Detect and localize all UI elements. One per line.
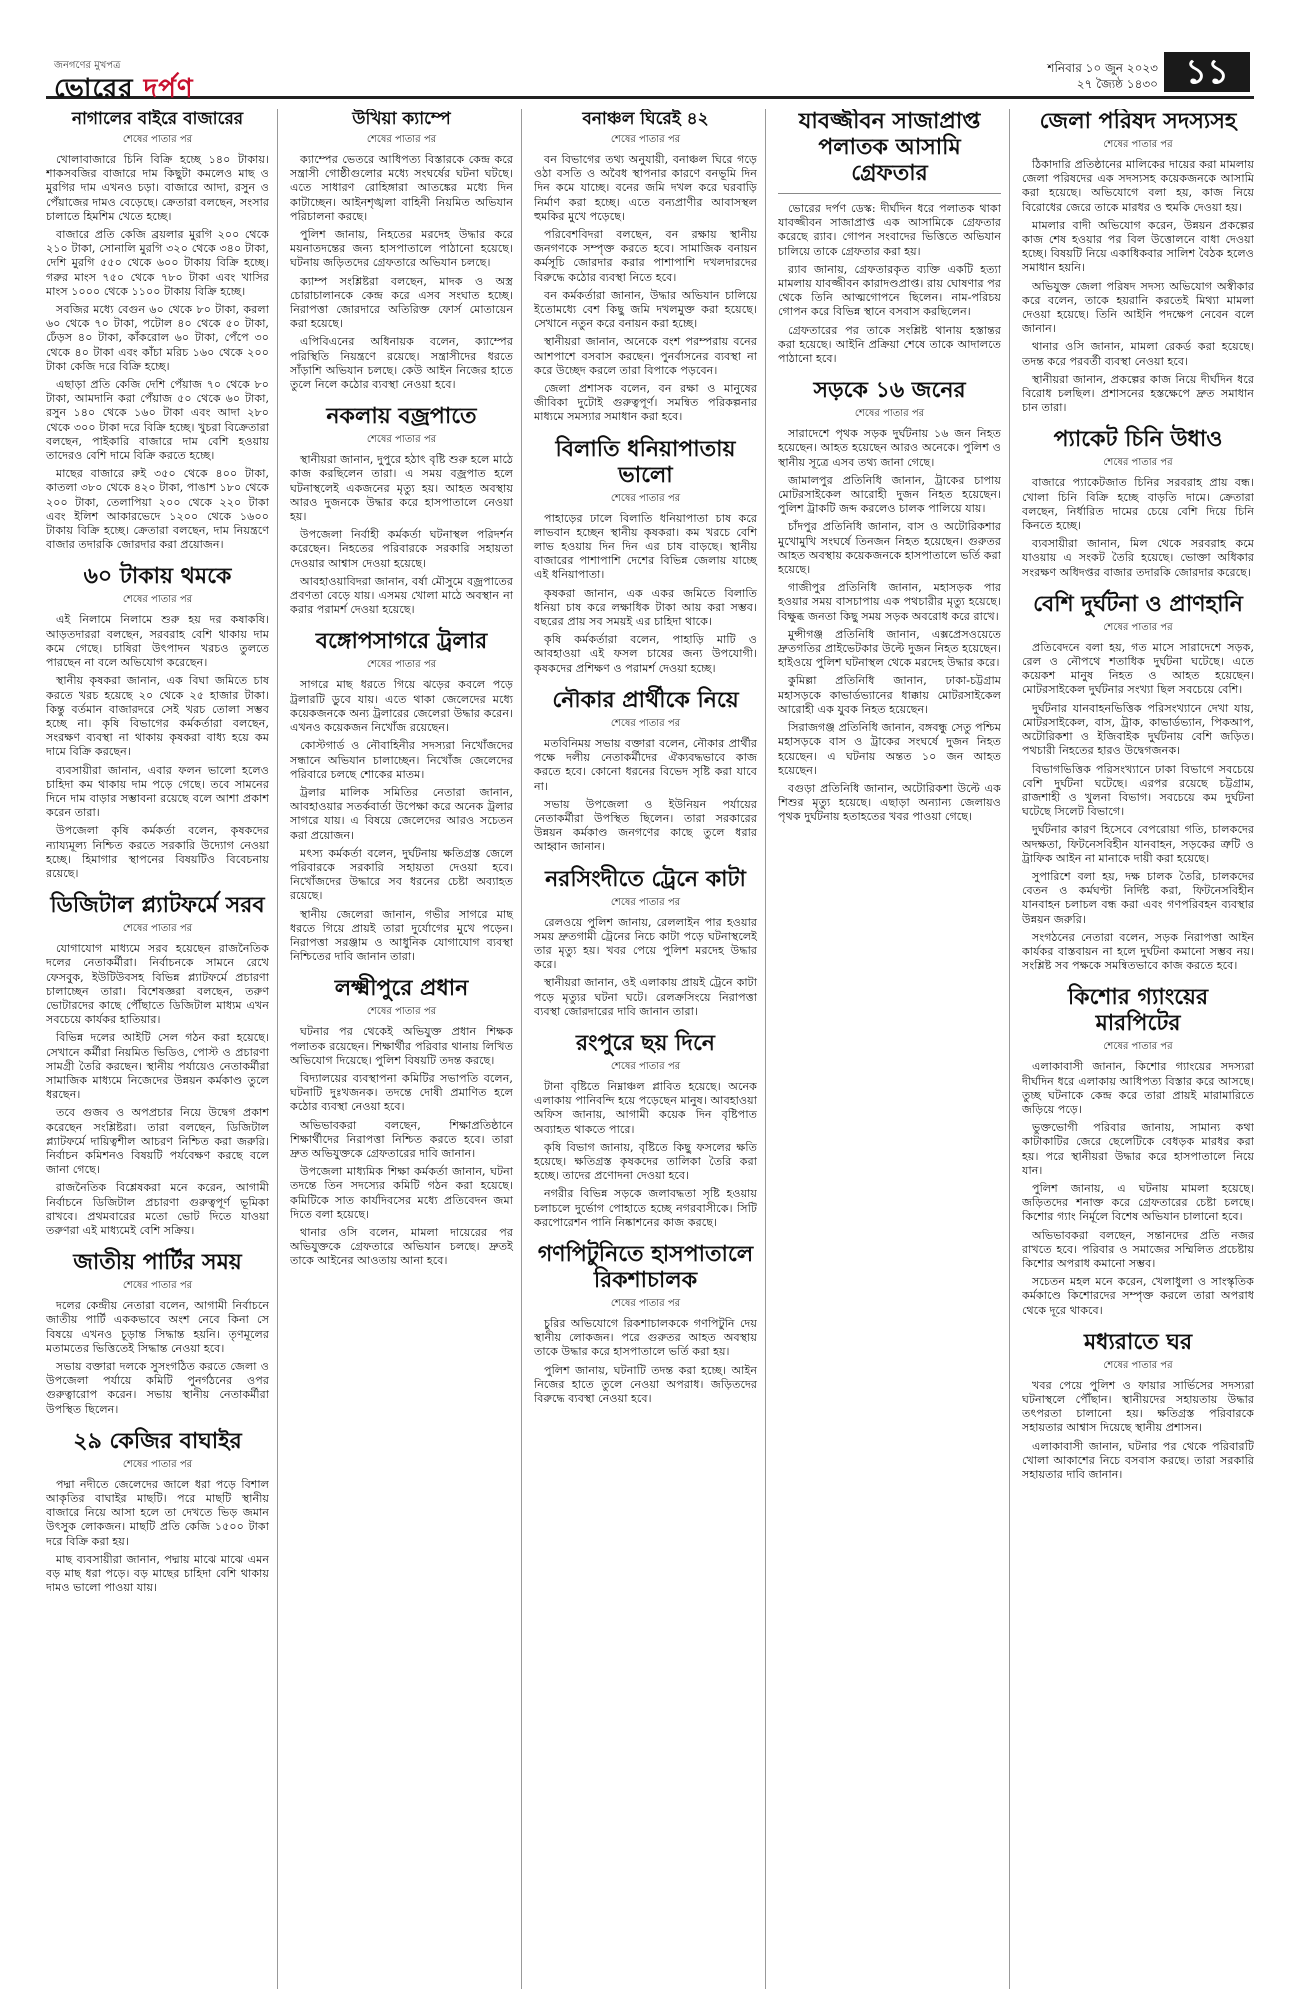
article-paragraph: বিদ্যালয়ের ব্যবস্থাপনা কমিটির সভাপতি বলেন, ঘটনাটি দুঃখজনক। তদন্তে দোষী প্রমাণিত হলে কঠোর ব্যবস্থা নেওয়া হবে।	[290, 1071, 513, 1114]
article-body	[534, 512, 757, 676]
divider	[778, 193, 1001, 194]
article-headline: বনাঞ্চল ঘিরেই ৪২	[582, 109, 709, 129]
article-headline: মধ্যরাতে ঘর	[1083, 1329, 1193, 1355]
continuation-kicker: শেষের পাতার পর	[1103, 139, 1173, 150]
article-paragraph: চাঁদপুর প্রতিনিধি জানান, বাস ও অটোরিকশার মুখোমুখি সংঘর্ষে তিনজন নিহত হয়েছেন। গুরুতর আহত অবস্থায় কয়েকজনকে হাসপাতালে ভর্তি করা হয়েছে।	[778, 520, 1001, 577]
continuation-kicker: শেষের পাতার পর	[1103, 621, 1173, 633]
article-body	[1022, 641, 1254, 973]
article-headline: নাগালের বাইরে বাজারের	[71, 109, 244, 129]
article-paragraph: রাজনৈতিক বিশ্লেষকরা মনে করেন, আগামী নির্বাচনে ডিজিটাল প্রচারণা গুরুত্বপূর্ণ ভূমিকা রাখবে। প্রথমবারের মতো ভোট দিতে যাওয়া তরুণরা এই মাধ্যমেই বেশি সক্রিয়।	[46, 1181, 269, 1237]
article-paragraph: ব্যবসায়ীরা জানান, এবার ফলন ভালো হলেও চাহিদা কম থাকায় দাম পড়ে গেছে। তবে সামনের দিনে দাম বাড়ার সম্ভাবনা রয়েছে বলে আশা প্রকাশ করেন তারা।	[46, 763, 269, 820]
article-paragraph: মতবিনিময় সভায় বক্তারা বলেন, নৌকার প্রার্থীর পক্ষে দলীয় নেতাকর্মীদের ঐক্যবদ্ধভাবে কাজ করতে হবে। কোনো ধরনের বিভেদ সৃষ্টি করা যাবে না।	[534, 736, 757, 793]
article-body	[46, 613, 269, 881]
article-paragraph: এই নিলামে নিলামে শুরু হয় দর কষাকষি। আড়তদাররা বলছেন, সরবরাহ বেশি থাকায় দাম কমে গেছে। চাষিরা উৎপাদন খরচও তুলতে পারছেন না বলে অভিযোগ করেছেন।	[46, 613, 269, 670]
issue-date	[1047, 60, 1158, 92]
article-paragraph: কৃষি কর্মকর্তারা বলেন, পাহাড়ি মাটি ও আবহাওয়া এই ফসল চাষের জন্য উপযোগী। কৃষকদের প্রশিক্ষণ ও পরামর্শ দেওয়া হচ্ছে।	[534, 633, 757, 675]
continuation-kicker: শেষের পাতার পর	[366, 134, 437, 145]
article	[534, 1031, 757, 1230]
article-paragraph: উপজেলা মাধ্যমিক শিক্ষা কর্মকর্তা জানান, ঘটনা তদন্তে তিন সদস্যের কমিটি গঠন করা হয়েছে। কমিটিকে সাত কার্যদিবসের মধ্যে প্রতিবেদন জমা দিতে বলা হয়েছে।	[290, 1165, 513, 1221]
article-paragraph: রেলওয়ে পুলিশ জানায়, রেললাইন পার হওয়ার সময় দ্রুতগামী ট্রেনের নিচে কাটা পড়ে ঘটনাস্থলেই তার মৃত্যু হয়। খবর পেয়ে পুলিশ মরদেহ উদ্ধার করে।	[534, 915, 757, 972]
article-paragraph: বিভাগভিত্তিক পরিসংখ্যানে ঢাকা বিভাগে সবচেয়ে বেশি দুর্ঘটনা ঘটেছে। এরপর রয়েছে চট্টগ্রাম, রাজশাহী ও খুলনা বিভাগ। সবচেয়ে কম দুর্ঘটনা ঘটেছে সিলেট বিভাগে।	[1022, 762, 1254, 819]
column-2	[290, 109, 522, 1989]
article	[534, 109, 757, 425]
article-paragraph: র‌্যাব জানায়, গ্রেফতারকৃত ব্যক্তি একটি হত্যা মামলায় যাবজ্জীবন কারাদণ্ডপ্রাপ্ত। রায় ঘোষণার পর থেকে তিনি আত্মগোপনে ছিলেন। নাম-পরিচয় গোপন করে বিভিন্ন স্থানে বসবাস করছিলেন।	[778, 262, 1001, 319]
article	[46, 109, 269, 552]
article-body	[46, 1299, 269, 1417]
continuation-kicker: শেষের পাতার পর	[610, 492, 681, 504]
article-body	[46, 942, 269, 1238]
article-headline: বঙ্গোপসাগরে ট্রলার	[315, 629, 488, 655]
article-paragraph: পাহাড়ের ঢালে বিলাতি ধনিয়াপাতা চাষ করে লাভবান হচ্ছেন স্থানীয় কৃষকরা। কম খরচে বেশি লাভ হওয়ায় দিন দিন এর চাষ বাড়ছে। স্থানীয় বাজারের পাশাপাশি দেশের বিভিন্ন জেলায় যাচ্ছে এই ধনিয়াপাতা।	[534, 511, 757, 582]
continuation-kicker: শেষের পাতার পর	[366, 434, 437, 446]
article-paragraph: খবর পেয়ে পুলিশ ও ফায়ার সার্ভিসের সদস্যরা ঘটনাস্থলে পৌঁছান। স্থানীয়দের সহায়তায় উদ্ধার তৎপরতা চালানো হয়। ক্ষতিগ্রস্ত পরিবারকে সহায়তার আশ্বাস দিয়েছে স্থানীয় প্রশাসন।	[1022, 1378, 1254, 1435]
article	[1022, 427, 1254, 579]
article-paragraph: ক্যাম্প সংশ্লিষ্টরা বলছেন, মাদক ও অস্ত্র চোরাচালানকে কেন্দ্র করে এসব সংঘাত হচ্ছে। নিরাপত্তা জোরদারে অতিরিক্ত ফোর্স মোতায়েন করা হয়েছে।	[290, 274, 513, 331]
article-paragraph: ভোরের দর্পণ ডেস্ক: দীর্ঘদিন ধরে পলাতক থাকা যাবজ্জীবন সাজাপ্রাপ্ত এক আসামিকে গ্রেফতার করেছে র‌্যাব। গোপন সংবাদের ভিত্তিতে অভিযান চালিয়ে তাকে গ্রেফতার করা হয়।	[778, 202, 1001, 258]
article-headline: লক্ষ্মীপুরে প্রধান	[334, 976, 469, 1002]
article-headline: বেশি দুর্ঘটনা ও প্রাণহানি	[1033, 591, 1243, 617]
article-paragraph: স্থানীয়রা জানান, ওই এলাকায় প্রায়ই ট্রেনে কাটা পড়ে মৃত্যুর ঘটনা ঘটে। রেলক্রসিংয়ে নিরাপত্তা ব্যবস্থা জোরদারের দাবি জানান তারা।	[534, 976, 757, 1018]
masthead-tagline: জনগণের মুখপত্র	[54, 60, 121, 71]
continuation-kicker: শেষের পাতার পর	[366, 659, 437, 671]
column-3	[534, 109, 766, 1989]
article-paragraph: ভুক্তভোগী পরিবার জানায়, সামান্য কথা কাটাকাটির জেরে ছেলেটিকে বেধড়ক মারধর করা হয়। পরে স্থানীয়রা উদ্ধার করে হাসপাতালে নিয়ে যান।	[1022, 1121, 1254, 1177]
article	[778, 378, 1001, 824]
article-paragraph: ঠিকাদারি প্রতিষ্ঠানের মালিকের দায়ের করা মামলায় জেলা পরিষদের এক সদস্যসহ কয়েকজনকে আসামি করা হয়েছে। অভিযোগে বলা হয়, কাজ নিয়ে বিরোধের জেরে তাকে মারধর ও হুমকি দেওয়া হয়।	[1022, 158, 1254, 214]
article-paragraph: তবে গুজব ও অপপ্রচার নিয়ে উদ্বেগ প্রকাশ করেছেন সংশ্লিষ্টরা। তারা বলছেন, ডিজিটাল প্ল্যাটফর্মে দায়িত্বশীল আচরণ নিশ্চিত করা জরুরি। নির্বাচন কমিশনও বিষয়টি পর্যবেক্ষণ করছে বলে জানা গেছে।	[46, 1106, 269, 1177]
article	[290, 976, 513, 1268]
article-body	[778, 427, 1001, 824]
article-paragraph: এলাকাবাসী জানান, ঘটনার পর থেকে পরিবারটি খোলা আকাশের নিচে বসবাস করছে। তারা সরকারি সহায়তার দাবি জানান।	[1022, 1439, 1254, 1482]
column-5	[1022, 109, 1254, 1989]
newspaper-logo	[54, 68, 194, 112]
article-paragraph: অভিভাবকরা বলছেন, শিক্ষাপ্রতিষ্ঠানে শিক্ষার্থীদের নিরাপত্তা নিশ্চিত করতে হবে। তারা দ্রুত অভিযুক্তকে গ্রেফতারের দাবি জানান।	[290, 1118, 513, 1160]
article-paragraph: কোস্টগার্ড ও নৌবাহিনীর সদস্যরা নিখোঁজদের সন্ধানে অভিযান চালাচ্ছেন। নিখোঁজ জেলেদের পরিবারে চলছে শোকের মাতম।	[290, 739, 513, 781]
article-paragraph: পুলিশ জানায়, এ ঘটনায় মামলা হয়েছে। জড়িতদের শনাক্ত করে গ্রেফতারের চেষ্টা চলছে। কিশোর গ্যাং নির্মূলে বিশেষ অভিযান চালানো হবে।	[1022, 1181, 1254, 1224]
article-body	[290, 1025, 513, 1268]
article	[46, 1429, 269, 1596]
article-paragraph: অভিভাবকরা বলছেন, সন্তানদের প্রতি নজর রাখতে হবে। পরিবার ও সমাজের সম্মিলিত প্রচেষ্টায় কিশোর অপরাধ কমানো সম্ভব।	[1022, 1228, 1254, 1270]
article-body	[1022, 1060, 1254, 1317]
article-body	[534, 1317, 757, 1406]
article-headline: ৬০ টাকায় থমকে	[83, 564, 232, 590]
continuation-kicker: শেষের পাতার পর	[122, 1280, 193, 1292]
continuation-kicker: শেষের পাতার পর	[854, 408, 925, 420]
continuation-kicker: শেষের পাতার পর	[122, 134, 193, 145]
article-paragraph: বাজারে প্রতি কেজি ব্রয়লার মুরগি ২০০ থেকে ২১০ টাকা, সোনালি মুরগি ৩২০ থেকে ৩৪০ টাকা, দেশি মুরগি ৫৫০ থেকে ৬০০ টাকায় বিক্রি হচ্ছে। গরুর মাংস ৭৫০ থেকে ৭৮০ টাকা এবং খাসির মাংস ১০০০ থেকে ১১০০ টাকায় বিক্রি হচ্ছে।	[46, 228, 269, 298]
article-paragraph: কুমিল্লা প্রতিনিধি জানান, ঢাকা-চট্টগ্রাম মহাসড়কে কাভার্ডভ্যানের ধাক্কায় মোটরসাইকেল আরোহী এক যুবক নিহত হয়েছেন।	[778, 674, 1001, 716]
article-paragraph: স্থানীয় কৃষকরা জানান, এক বিঘা জমিতে চাষ করতে খরচ হয়েছে ২০ থেকে ২৫ হাজার টাকা। কিন্তু বর্তমান বাজারদরে সেই খরচ তোলা সম্ভব হচ্ছে না। কৃষি বিভাগের কর্মকর্তারা বলছেন, সংরক্ষণ ব্যবস্থা না থাকায় কৃষকরা বাধ্য হয়ে কম দামে বিক্রি করছেন।	[46, 674, 269, 759]
article	[290, 109, 513, 392]
article-headline: বিলাতি ধনিয়াপাতায় ভালো	[555, 436, 736, 488]
article-headline: প্যাকেট চিনি উধাও	[1053, 427, 1223, 453]
article-paragraph: সভায় বক্তারা দলকে সুসংগঠিত করতে জেলা ও উপজেলা পর্যায়ে কমিটি পুনর্গঠনের ওপর গুরুত্বারোপ করেন। সভায় স্থানীয় নেতাকর্মীরা উপস্থিত ছিলেন।	[46, 1360, 269, 1416]
article-paragraph: স্থানীয়রা জানান, প্রকল্পের কাজ নিয়ে দীর্ঘদিন ধরে বিরোধ চলছিল। প্রশাসনের হস্তক্ষেপে দ্রুত সমাধান চান তারা।	[1022, 372, 1254, 415]
article-headline: ডিজিটাল প্ল্যাটফর্মে সরব	[50, 893, 265, 919]
article-headline: নকলায় বজ্রপাতে	[326, 404, 477, 430]
article-paragraph: ঘটনার পর থেকেই অভিযুক্ত প্রধান শিক্ষক পলাতক রয়েছেন। শিক্ষার্থীর পরিবার থানায় লিখিত অভিযোগ দিয়েছে। পুলিশ বিষয়টি তদন্ত করছে।	[290, 1025, 513, 1067]
article-headline: জেলা পরিষদ সদস্যসহ	[1039, 109, 1237, 134]
article	[46, 564, 269, 881]
article	[290, 404, 513, 617]
continuation-kicker: শেষের পাতার পর	[122, 1458, 193, 1470]
article	[1022, 985, 1254, 1317]
article	[534, 867, 757, 1019]
article-paragraph: সভায় উপজেলা ও ইউনিয়ন পর্যায়ের নেতাকর্মীরা উপস্থিত ছিলেন। তারা সরকারের উন্নয়ন কর্মকাণ্ড জনগণের কাছে তুলে ধরার আহ্বান জানান।	[534, 797, 757, 854]
article-paragraph: ব্যবসায়ীরা জানান, মিল থেকে সরবরাহ কমে যাওয়ায় এ সংকট তৈরি হয়েছে। ভোক্তা অধিকার সংরক্ষণ অধিদপ্তর বাজার তদারকি জোরদার করেছে।	[1022, 537, 1254, 579]
article-paragraph: বন কর্মকর্তারা জানান, উদ্ধার অভিযান চালিয়ে ইতোমধ্যে বেশ কিছু জমি দখলমুক্ত করা হয়েছে। সেখানে নতুন করে বনায়ন করা হচ্ছে।	[534, 288, 757, 331]
article-headline: ২৯ কেজির বাঘাইর	[73, 1428, 242, 1454]
article-columns	[46, 99, 1254, 1989]
article-headline: উখিয়া ক্যাম্পে	[352, 109, 451, 129]
continuation-kicker: শেষের পাতার পর	[610, 134, 681, 145]
article-headline: রংপুরে ছয় দিনে	[576, 1030, 715, 1056]
logo-right: দর্পণ	[143, 74, 194, 104]
article-paragraph: পুলিশ জানায়, নিহতের মরদেহ উদ্ধার করে ময়নাতদন্তের জন্য হাসপাতালে পাঠানো হয়েছে। ঘটনায় জড়িতদের গ্রেফতারে অভিযান চলছে।	[290, 228, 513, 270]
article-body	[534, 153, 757, 425]
article-paragraph: সবজির মধ্যে বেগুন ৬০ থেকে ৮০ টাকা, করলা ৬০ থেকে ৭০ টাকা, পটোল ৪০ থেকে ৫০ টাকা, ঢেঁড়স ৪০ টাকা, কাঁকরোল ৬০ টাকা, পেঁপে ৩০ থেকে ৪০ টাকা এবং কাঁচা মরিচ ১৬০ থেকে ২০০ টাকা কেজি দরে বিক্রি হচ্ছে।	[46, 303, 269, 373]
article-paragraph: বগুড়া প্রতিনিধি জানান, অটোরিকশা উল্টে এক শিশুর মৃত্যু হয়েছে। এছাড়া অন্যান্য জেলায়ও পৃথক দুর্ঘটনায় হতাহতের খবর পাওয়া গেছে।	[778, 781, 1001, 824]
continuation-kicker: শেষের পাতার পর	[610, 1297, 681, 1309]
article-headline: জাতীয় পার্টির সময়	[73, 1250, 242, 1276]
continuation-kicker: শেষের পাতার পর	[610, 717, 681, 729]
continuation-kicker: শেষের পাতার পর	[610, 896, 681, 908]
article-headline: নরসিংদীতে ট্রেনে কাটা	[545, 866, 746, 892]
article-body	[534, 916, 757, 1019]
article-paragraph: ক্যাম্পের ভেতরে আধিপত্য বিস্তারকে কেন্দ্র করে সন্ত্রাসী গোষ্ঠীগুলোর মধ্যে সংঘর্ষের ঘটনা ঘটছে। এতে সাধারণ রোহিঙ্গারা আতঙ্কের মধ্যে দিন কাটাচ্ছেন। আইনশৃঙ্খলা বাহিনী নিয়মিত অভিযান পরিচালনা করছে।	[290, 153, 513, 223]
article	[46, 893, 269, 1238]
article-paragraph: স্থানীয় জেলেরা জানান, গভীর সাগরে মাছ ধরতে গিয়ে প্রায়ই তারা দুর্যোগের মুখে পড়েন। নিরাপত্তা সরঞ্জাম ও আধুনিক যোগাযোগ ব্যবস্থা নিশ্চিতের দাবি জানান তারা।	[290, 907, 513, 964]
article-headline: সড়কে ১৬ জনের	[813, 378, 966, 404]
article-paragraph: জামালপুর প্রতিনিধি জানান, ট্রাকের চাপায় মোটরসাইকেল আরোহী দুজন নিহত হয়েছেন। পুলিশ ট্রাকটি জব্দ করলেও চালক পালিয়ে যায়।	[778, 473, 1001, 516]
continuation-kicker: শেষের পাতার পর	[1103, 1041, 1173, 1053]
article-headline: যাবজ্জীবন সাজাপ্রাপ্ত পলাতক আসামি গ্রেফতার	[798, 109, 981, 186]
article-paragraph: মামলার বাদী অভিযোগ করেন, উন্নয়ন প্রকল্পের কাজ শেষ হওয়ার পর বিল উত্তোলনে বাধা দেওয়া হচ্ছে। বিষয়টি নিয়ে একাধিকবার সালিশ বৈঠক হলেও সমাধান হয়নি।	[1022, 218, 1254, 275]
article-paragraph: উপজেলা কৃষি কর্মকর্তা বলেন, কৃষকদের ন্যায্যমূল্য নিশ্চিত করতে সরকারি উদ্যোগ নেওয়া হচ্ছে। হিমাগার স্থাপনের বিষয়টিও বিবেচনায় রয়েছে।	[46, 824, 269, 880]
article-paragraph: খোলাবাজারে চিনি বিক্রি হচ্ছে ১৪০ টাকায়। শাকসবজির বাজারে দাম কিছুটা কমলেও মাছ ও মুরগির দাম এখনও চড়া। বাজারে আদা, রসুন ও পেঁয়াজের দামও বেড়েছে। ক্রেতারা বলছেন, সংসার চালাতে হিমশিম খেতে হচ্ছে।	[46, 153, 269, 223]
article-paragraph: স্থানীয়রা জানান, দুপুরে হঠাৎ বৃষ্টি শুরু হলে মাঠে কাজ করছিলেন তারা। এ সময় বজ্রপাত হলে ঘটনাস্থলেই একজনের মৃত্যু হয়। আহত অবস্থায় আরও দুজনকে উদ্ধার করে হাসপাতালে নেওয়া হয়।	[290, 453, 514, 524]
article-paragraph: নগরীর বিভিন্ন সড়কে জলাবদ্ধতা সৃষ্টি হওয়ায় চলাচলে দুর্ভোগ পোহাতে হচ্ছে নগরবাসীকে। সিটি করপোরেশন পানি নিষ্কাশনের কাজ করছে।	[534, 1187, 757, 1229]
article-paragraph: থানার ওসি বলেন, মামলা দায়েরের পর অভিযুক্তকে গ্রেফতারে অভিযান চলছে। দ্রুতই তাকে আইনের আওতায় আনা হবে।	[290, 1225, 513, 1268]
article-paragraph: সাগরে মাছ ধরতে গিয়ে ঝড়ের কবলে পড়ে ট্রলারটি ডুবে যায়। এতে থাকা জেলেদের মধ্যে কয়েকজনকে অন্য ট্রলারের জেলেরা উদ্ধার করেন। এখনও কয়েকজন নিখোঁজ রয়েছেন।	[290, 678, 513, 735]
article	[1022, 109, 1254, 415]
article	[534, 437, 757, 676]
article-paragraph: পুলিশ জানায়, ঘটনাটি তদন্ত করা হচ্ছে। আইন নিজের হাতে তুলে নেওয়া অপরাধ। জড়িতদের বিরুদ্ধে ব্যবস্থা নেওয়া হবে।	[534, 1363, 757, 1405]
issue-date-en: শনিবার ১০ জুন ২০২৩	[1047, 61, 1158, 75]
article-body	[46, 153, 269, 552]
article-paragraph: বন বিভাগের তথ্য অনুযায়ী, বনাঞ্চল ঘিরে গড়ে ওঠা বসতি ও অবৈধ স্থাপনার কারণে বনভূমি দিন দিন কমে যাচ্ছে। বনের জমি দখল করে ঘরবাড়ি নির্মাণ করা হচ্ছে। এতে বন্যপ্রাণীর আবাসস্থল হুমকির মুখে পড়েছে।	[534, 153, 757, 223]
continuation-kicker: শেষের পাতার পর	[1103, 457, 1173, 469]
page-number-badge: ১১	[1164, 52, 1250, 92]
article-paragraph: এলাকাবাসী জানান, কিশোর গ্যাংয়ের সদস্যরা দীর্ঘদিন ধরে এলাকায় আধিপত্য বিস্তার করে আসছে। তুচ্ছ ঘটনাকে কেন্দ্র করে তারা প্রায়ই মারামারিতে জড়িয়ে পড়ে।	[1022, 1060, 1254, 1116]
article	[46, 1250, 269, 1417]
article-paragraph: মাছের বাজারে রুই ৩৫০ থেকে ৪০০ টাকা, কাতলা ৩৮০ থেকে ৪২০ টাকা, পাঙাশ ১৮০ থেকে ২০০ টাকা, তেলাপিয়া ২০০ থেকে ২২০ টাকা এবং ইলিশ আকারভেদে ১২০০ থেকে ১৬০০ টাকায় বিক্রি হচ্ছে। ক্রেতারা বলছেন, দাম নিয়ন্ত্রণে বাজার তদারকি জোরদার করা প্রয়োজন।	[46, 467, 269, 552]
continuation-kicker: শেষের পাতার পর	[366, 1006, 437, 1018]
article-paragraph: গাজীপুর প্রতিনিধি জানান, মহাসড়ক পার হওয়ার সময় বাসচাপায় এক পথচারীর মৃত্যু হয়েছে। বিক্ষুব্ধ জনতা কিছু সময় সড়ক অবরোধ করে রাখে।	[778, 581, 1001, 623]
article-body	[290, 153, 513, 392]
article-paragraph: আবহাওয়াবিদরা জানান, বর্ষা মৌসুমে বজ্রপাতের প্রবণতা বেড়ে যায়। এসময় খোলা মাঠে অবস্থান না করার পরামর্শ দেওয়া হয়েছে।	[290, 574, 513, 617]
article-paragraph: গ্রেফতারের পর তাকে সংশ্লিষ্ট থানায় হস্তান্তর করা হয়েছে। আইনি প্রক্রিয়া শেষে তাকে আদালতে পাঠানো হবে।	[778, 323, 1001, 366]
logo-left: ভোরের	[54, 74, 144, 104]
article-paragraph: প্রতিবেদনে বলা হয়, গত মাসে সারাদেশে সড়ক, রেল ও নৌপথে শতাধিক দুর্ঘটনা ঘটেছে। এতে কয়েকশ মানুষ নিহত ও আহত হয়েছেন। মোটরসাইকেল দুর্ঘটনার সংখ্যা ছিল সবচেয়ে বেশি।	[1022, 640, 1254, 697]
article-paragraph: বিভিন্ন দলের আইটি সেল গঠন করা হয়েছে। সেখানে কর্মীরা নিয়মিত ভিডিও, পোস্ট ও প্রচারণা সামগ্রী তৈরি করছেন। স্থানীয় পর্যায়েও নেতাকর্মীরা সামাজিক মাধ্যমে নিজেদের উন্নয়ন কর্মকাণ্ড তুলে ধরছেন।	[46, 1031, 269, 1102]
article-body	[1022, 158, 1254, 415]
article-paragraph: সুপারিশে বলা হয়, দক্ষ চালক তৈরি, চালকদের বেতন ও কর্মঘণ্টা নির্দিষ্ট করা, ফিটনেসবিহীন যানবাহন চলাচল বন্ধ করা এবং গণপরিবহন ব্যবস্থার উন্নয়ন জরুরি।	[1022, 869, 1254, 926]
article-paragraph: এপিবিএনের অধিনায়ক বলেন, ক্যাম্পের পরিস্থিতি নিয়ন্ত্রণে রয়েছে। সন্ত্রাসীদের ধরতে সাঁড়াশি অভিযান চলছে। কেউ আইন নিজের হাতে তুলে নিলে কঠোর ব্যবস্থা নেওয়া হবে।	[290, 335, 513, 392]
article-paragraph: মুন্সীগঞ্জ প্রতিনিধি জানান, এক্সপ্রেসওয়েতে দ্রুতগতির প্রাইভেটকার উল্টে দুজন নিহত হয়েছেন। হাইওয়ে পুলিশ ঘটনাস্থল থেকে মরদেহ উদ্ধার করে।	[778, 627, 1001, 670]
article-paragraph: ট্রলার মালিক সমিতির নেতারা জানান, আবহাওয়ার সতর্কবার্তা উপেক্ষা করে অনেক ট্রলার সাগরে যায়। এ বিষয়ে জেলেদের আরও সচেতন করা প্রয়োজন।	[290, 785, 513, 842]
article-headline: কিশোর গ্যাংয়ের মারপিটের	[1067, 985, 1209, 1037]
article-body	[1022, 476, 1254, 579]
article-paragraph: মৎস্য কর্মকর্তা বলেন, দুর্ঘটনায় ক্ষতিগ্রস্ত জেলে পরিবারকে সরকারি সহায়তা দেওয়া হবে। নিখোঁজদের উদ্ধারে সব ধরনের চেষ্টা অব্যাহত রয়েছে।	[290, 846, 513, 903]
article-paragraph: কৃষকরা জানান, এক একর জমিতে বিলাতি ধনিয়া চাষ করে লক্ষাধিক টাকা আয় করা সম্ভব। বছরের প্রায় সব সময়ই এর চাহিদা থাকে।	[534, 586, 757, 629]
article-headline: গণপিটুনিতে হাসপাতালে রিকশাচালক	[537, 1241, 754, 1293]
article-paragraph: জেলা প্রশাসক বলেন, বন রক্ষা ও মানুষের জীবিকা দুটোই গুরুত্বপূর্ণ। সমন্বিত পরিকল্পনার মাধ্যমে সমস্যার সমাধান করা হবে।	[534, 382, 757, 424]
article-paragraph: উপজেলা নির্বাহী কর্মকর্তা ঘটনাস্থল পরিদর্শন করেছেন। নিহতের পরিবারকে সরকারি সহায়তা দেওয়ার আশ্বাস দেওয়া হয়েছে।	[290, 528, 513, 570]
article-paragraph: চুরির অভিযোগে রিকশাচালককে গণপিটুনি দেয় স্থানীয় লোকজন। পরে গুরুতর আহত অবস্থায় তাকে উদ্ধার করে হাসপাতালে ভর্তি করা হয়।	[534, 1316, 757, 1359]
article-paragraph: স্থানীয়রা জানান, অনেকে বংশ পরম্পরায় বনের আশপাশে বসবাস করছেন। পুনর্বাসনের ব্যবস্থা না করে উচ্ছেদ করলে তারা বিপাকে পড়বেন।	[534, 335, 757, 377]
article-paragraph: পরিবেশবিদরা বলছেন, বন রক্ষায় স্থানীয় জনগণকে সম্পৃক্ত করতে হবে। সামাজিক বনায়ন কর্মসূচি জোরদার করার পাশাপাশি দখলদারদের বিরুদ্ধে কঠোর ব্যবস্থা নিতে হবে।	[534, 228, 757, 284]
article-paragraph: থানার ওসি জানান, মামলা রেকর্ড করা হয়েছে। তদন্ত করে পরবর্তী ব্যবস্থা নেওয়া হবে।	[1022, 340, 1254, 368]
article-paragraph: টানা বৃষ্টিতে নিম্নাঞ্চল প্লাবিত হয়েছে। অনেক এলাকায় পানিবন্দি হয়ে পড়েছেন মানুষ। আবহাওয়া অফিস জানায়, আগামী কয়েক দিন বৃষ্টিপাত অব্যাহত থাকতে পারে।	[534, 1079, 757, 1136]
article-headline: নৌকার প্রার্থীকে নিয়ে	[552, 687, 739, 713]
masthead	[46, 0, 1254, 104]
continuation-kicker: শেষের পাতার পর	[122, 594, 193, 606]
article-body	[534, 737, 757, 855]
article	[778, 109, 1001, 366]
article	[534, 1242, 757, 1406]
article-paragraph: বাজারে প্যাকেটজাত চিনির সরবরাহ প্রায় বন্ধ। খোলা চিনি বিক্রি হচ্ছে বাড়তি দামে। ক্রেতারা বলছেন, নির্ধারিত দামের চেয়ে বেশি দিয়ে চিনি কিনতে হচ্ছে।	[1022, 476, 1254, 533]
article-paragraph: সংগঠনের নেতারা বলেন, সড়ক নিরাপত্তা আইন কার্যকর বাস্তবায়ন না হলে দুর্ঘটনা কমানো সম্ভব নয়। সংশ্লিষ্ট সব পক্ষকে সমন্বিতভাবে কাজ করতে হবে।	[1022, 930, 1254, 973]
article-paragraph: কৃষি বিভাগ জানায়, বৃষ্টিতে কিছু ফসলের ক্ষতি হয়েছে। ক্ষতিগ্রস্ত কৃষকদের তালিকা তৈরি করা হচ্ছে। তাদের প্রণোদনা দেওয়া হবে।	[534, 1140, 757, 1183]
issue-date-bn: ২৭ জ্যৈষ্ঠ ১৪৩০	[1076, 77, 1158, 91]
article-paragraph: সচেতন মহল মনে করেন, খেলাধুলা ও সাংস্কৃতিক কর্মকাণ্ডে কিশোরদের সম্পৃক্ত করলে তারা অপরাধ থেকে দূরে থাকবে।	[1022, 1275, 1254, 1317]
article-paragraph: অভিযুক্ত জেলা পরিষদ সদস্য অভিযোগ অস্বীকার করে বলেন, তাকে হয়রানি করতেই মিথ্যা মামলা দেওয়া হয়েছে। তিনি আইনি পদক্ষেপ নেবেন বলে জানান।	[1022, 279, 1254, 336]
continuation-kicker: শেষের পাতার পর	[610, 1060, 681, 1072]
article-paragraph: পদ্মা নদীতে জেলেদের জালে ধরা পড়ে বিশাল আকৃতির বাঘাইর মাছটি। পরে মাছটি স্থানীয় বাজারে নিয়ে আসা হলে তা দেখতে ভিড় জমান উৎসুক লোকজন। মাছটি প্রতি কেজি ১৫০০ টাকা দরে বিক্রি করা হয়।	[46, 1477, 269, 1548]
column-4	[778, 109, 1010, 1989]
article-body	[778, 202, 1001, 366]
article-body	[290, 453, 513, 617]
article-body	[46, 1478, 269, 1596]
article-body	[290, 678, 513, 964]
article-body	[534, 1080, 757, 1230]
continuation-kicker: শেষের পাতার পর	[122, 923, 193, 935]
article	[534, 688, 757, 855]
article	[1022, 592, 1254, 973]
continuation-kicker: শেষের পাতার পর	[1103, 1359, 1173, 1371]
article	[290, 629, 513, 964]
article-paragraph: সিরাজগঞ্জ প্রতিনিধি জানান, বঙ্গবন্ধু সেতু পশ্চিম মহাসড়কে বাস ও ট্রাকের সংঘর্ষে দুজন নিহত হয়েছেন। এ ঘটনায় অন্তত ১০ জন আহত হয়েছেন।	[778, 721, 1001, 777]
column-1	[46, 109, 278, 1989]
article-paragraph: সারাদেশে পৃথক সড়ক দুর্ঘটনায় ১৬ জন নিহত হয়েছেন। আহত হয়েছেন আরও অনেকে। পুলিশ ও স্থানীয় সূত্রে এসব তথ্য জানা গেছে।	[778, 427, 1001, 469]
article-paragraph: দুর্ঘটনার কারণ হিসেবে বেপরোয়া গতি, চালকদের অদক্ষতা, ফিটনেসবিহীন যানবাহন, সড়কের ত্রুটি ও ট্রাফিক আইন না মানাকে দায়ী করা হয়েছে।	[1022, 823, 1254, 865]
article-paragraph: এছাড়া প্রতি কেজি দেশি পেঁয়াজ ৭০ থেকে ৮০ টাকা, আমদানি করা পেঁয়াজ ৫০ থেকে ৬০ টাকা, রসুন ১৪০ থেকে ১৬০ টাকা এবং আদা ২৮০ থেকে ৩০০ টাকা দরে বিক্রি হচ্ছে। খুচরা বিক্রেতারা বলছেন, পাইকারি বাজারে দাম বেশি হওয়ায় তাদেরও বেশি দামে বিক্রি করতে হচ্ছে।	[46, 378, 269, 463]
article	[1022, 1330, 1254, 1482]
article-paragraph: মাছ ব্যবসায়ীরা জানান, পদ্মায় মাঝে মাঝে এমন বড় মাছ ধরা পড়ে। বড় মাছের চাহিদা বেশি থাকায় দামও ভালো পাওয়া যায়।	[46, 1552, 269, 1595]
article-paragraph: যোগাযোগ মাধ্যমে সরব হয়েছেন রাজনৈতিক দলের নেতাকর্মীরা। নির্বাচনকে সামনে রেখে ফেসবুক, ইউটিউবসহ বিভিন্ন প্ল্যাটফর্মে প্রচারণা চালাচ্ছেন তারা। বিশেষজ্ঞরা বলছেন, তরুণ ভোটারদের কাছে পৌঁছাতে ডিজিটাল মাধ্যম এখন সবচেয়ে কার্যকর হাতিয়ার।	[46, 942, 269, 1027]
article-paragraph: দুর্ঘটনার যানবাহনভিত্তিক পরিসংখ্যানে দেখা যায়, মোটরসাইকেল, বাস, ট্রাক, কাভার্ডভ্যান, পিকআপ, অটোরিকশা ও ইজিবাইক দুর্ঘটনায় বেশি জড়িত। পথচারী নিহতের হারও উদ্বেগজনক।	[1022, 701, 1254, 758]
article-body	[1022, 1379, 1254, 1482]
article-paragraph: দলের কেন্দ্রীয় নেতারা বলেন, আগামী নির্বাচনে জাতীয় পার্টি এককভাবে অংশ নেবে কিনা সে বিষয়ে এখনও চূড়ান্ত সিদ্ধান্ত হয়নি। তৃণমূলের মতামতের ভিত্তিতেই সিদ্ধান্ত নেওয়া হবে।	[46, 1299, 269, 1355]
